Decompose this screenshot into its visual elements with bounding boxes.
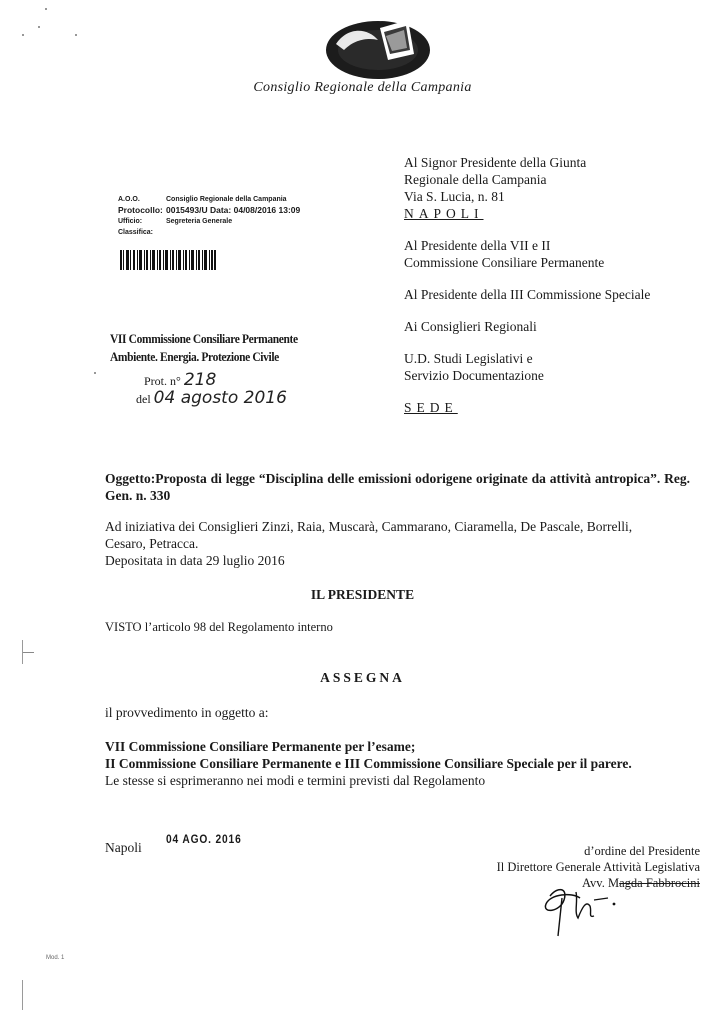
- provvedimento-line: il provvedimento in oggetto a:: [105, 705, 269, 720]
- form-code: Mod. 1: [46, 955, 65, 961]
- visto-line: VISTO l’articolo 98 del Regolamento interno: [105, 620, 333, 634]
- heading-presidente: IL PRESIDENTE: [310, 587, 415, 602]
- scan-speck: [94, 372, 96, 374]
- subject: Oggetto:Proposta di legge “Disciplina delle emissioni odorigene originate da attività antropica”. Reg. Gen. n. 330: [105, 471, 690, 503]
- margin-mark: [22, 652, 34, 653]
- place: Napoli: [105, 840, 142, 855]
- commission-stamp: VII Commissione Consiliare Permanente Ambiente. Energia. Protezione Civile: [110, 332, 298, 364]
- recipient-list: [404, 154, 714, 416]
- heading-assegna: ASSEGNA: [320, 670, 405, 685]
- scan-speck: [22, 34, 24, 36]
- recipient-giunta: Al Signor Presidente della Giunta Regionale della Campania Via S. Lucia, n. 81 NAPOLI: [404, 154, 714, 222]
- handwritten-signature: [528, 878, 638, 940]
- assignment-block: VII Commissione Consiliare Permanente per l’esame; II Commissione Consiliare Permanente e III Commissione Consiliare Speciale per il parere. Le stesse si esprimeranno nei modi e termini previsti dal Regolamento: [105, 739, 632, 788]
- commission-protocol: Prot. n° 218 del 04 agosto 2016: [136, 370, 287, 408]
- director-name: Avv. Magda Fabbrocini: [581, 876, 700, 890]
- scan-speck: [45, 8, 47, 10]
- margin-mark: [22, 980, 23, 1010]
- initiative: Ad iniziativa dei Consiglieri Zinzi, Raia, Muscarà, Cammarano, Ciaramella, De Pascale, Borrelli, Cesaro, Petracca. Depositata in data 29 luglio 2016: [105, 519, 633, 568]
- campania-logo: [322, 14, 434, 80]
- recipient-vii-ii-commission: Al Presidente della VII e II Commissione Consiliare Permanente: [404, 238, 605, 270]
- recipient-iii-commission: Al Presidente della III Commissione Speciale: [404, 287, 651, 302]
- date-stamp: 04 AGO. 2016: [166, 832, 242, 846]
- recipient-studies-office: U.D. Studi Legislativi e Servizio Documentazione: [404, 351, 544, 383]
- protocol-stamp: A.O.O. Consiglio Regionale della Campania Protocollo: 0015493/U Data: 04/08/2016 13:09 Ufficio: Segreteria Generale Classifica:: [118, 196, 301, 236]
- protocol-date: 04/08/2016 13:09: [233, 205, 301, 215]
- scan-speck: [75, 34, 77, 36]
- handwritten-prot-date: 04 agosto 2016: [153, 388, 287, 408]
- sede-label: SEDE: [404, 400, 458, 415]
- protocol-number: 0015493/U: [166, 205, 208, 215]
- signature-block: d’ordine del Presidente Il Direttore Generale Attività Legislativa Avv. Magda Fabbrocini: [430, 843, 700, 891]
- recipient-councillors: Ai Consiglieri Regionali: [404, 319, 537, 334]
- organization-name: Consiglio Regionale della Campania: [253, 80, 472, 95]
- barcode: [120, 250, 216, 270]
- handwritten-prot-number: 218: [183, 370, 217, 390]
- margin-mark: [22, 640, 23, 664]
- city-napoli: NAPOLI: [404, 206, 484, 221]
- scan-speck: [38, 26, 40, 28]
